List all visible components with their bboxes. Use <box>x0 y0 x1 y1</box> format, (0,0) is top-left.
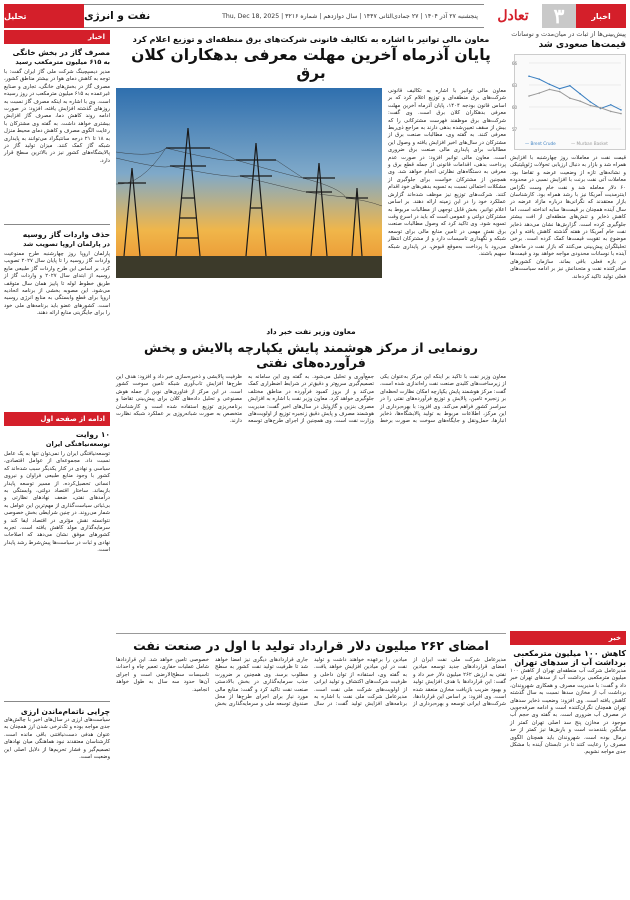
chart-point <box>559 91 561 93</box>
chart-point <box>590 101 592 103</box>
chart-point <box>528 95 530 97</box>
issue-date: پنجشنبه ۲۷ آذر ۱۴۰۴ | ۲۷ جمادی‌الثانی ۱۴۴۷ | سال دوازدهم | شماره ۳۲۱۶ | Thu, Dec 18, 2025 <box>174 4 484 28</box>
chart-point <box>610 104 612 106</box>
chart-legend-item: — Brent Crude <box>525 141 556 146</box>
chart-point <box>538 92 540 94</box>
chart-y-tick: 66 <box>511 61 517 66</box>
chart-point <box>620 109 622 111</box>
main-headline: پایان آذرماه آخرین مهلت معرفی بدهکاران کلان برق <box>131 46 491 82</box>
news-box-title: کاهش ۱۰۰ میلیون مترمکعبی برداشت آب از سدهای تهران <box>513 649 626 667</box>
currency-title: چرایی ناتمام‌ماندن ارزی <box>20 707 110 716</box>
left-column <box>4 30 110 896</box>
chart-series-line <box>529 89 621 113</box>
development-title: ۱۰ روایت <box>75 430 110 439</box>
chart-series-line <box>529 76 621 110</box>
third-story-headline: امضای ۲۶۲ میلیون دلار قرارداد تولید با اول در صنعت نفت <box>116 633 506 653</box>
divider <box>4 701 110 702</box>
currency-body: سیاست‌های ارزی در سال‌های اخیر با چالش‌های جدی مواجه بوده و تک‌نرخی شدن ارز همچنان به عنوان هدفی دست‌نیافتنی باقی مانده است. کارشناسان معتقدند نبود هماهنگی میان نهادهای تصمیم‌گیر و فشار تحریم‌ها از دلایل اصلی این وضعیت است. <box>4 717 110 761</box>
chart-point <box>620 113 622 115</box>
third-story-body: مدیرعامل شرکت ملی نفت ایران از امضای قراردادهای جدید توسعه میادین نفتی به ارزش ۲۶۲ میلیون دلار خبر داد و گفت: این قراردادها با هدف افزایش تولید و بهبود ضریب بازیافت مخازن منعقد شده است. وی افزود: بر اساس این قراردادها، شرکت‌های ایرانی توسعه و بهره‌برداری از میادین را برعهده خواهند داشت و تولید نفت در این میادین افزایش خواهد یافت. به گفته وی، استفاده از توان داخلی و ظرفیت شرکت‌های اکتشاف و تولید ایرانی از اولویت‌های شرکت ملی نفت است. مدیرعامل شرکت ملی نفت با اشاره به برنامه‌های افزایش تولید گفت: در سال جاری قراردادهای دیگری نیز امضا خواهد شد تا ظرفیت تولید نفت کشور به سطح مطلوب برسد. وی همچنین بر ضرورت جذب سرمایه‌گذاری در بخش بالادستی صنعت نفت تاکید کرد و گفت: منابع مالی مورد نیاز برای اجرای طرح‌ها از محل صندوق توسعه ملی و سرمایه‌گذاری بخش خصوصی تامین خواهد شد. این قراردادها شامل عملیات حفاری، تعمیر چاه و احداث تاسیسات سطح‌الارضی است و اجرای آن‌ها حدود سه سال به طول خواهد انجامید. <box>116 657 506 708</box>
news-label: اخبار <box>4 30 110 44</box>
chart-point <box>579 100 581 102</box>
gas-news-body: مدیر دیسپچینگ شرکت ملی گاز ایران گفت: با توجه به کاهش دمای هوا در بیشتر مناطق کشور، مصرف گاز در بخش‌های خانگی، تجاری و صنایع غیرعمده به ۶۱۵ میلیون مترمکعب در روز رسیده است. وی با اشاره به اینکه مصرف گاز نسبت به روزهای گذشته افزایش یافته، افزود: در صورت ادامه روند کاهش دما، مصرف گاز افزایش بیشتری خواهد داشت. به گفته وی مشترکان با رعایت الگوی مصرف و کاهش دمای محیط منزل به ۱۸ تا ۲۱ درجه سانتیگراد می‌توانند به پایداری شبکه گاز کمک کنند. میزان تولید گاز در پالایشگاه‌های کشور نیز در بالاترین سطح قرار دارد. <box>4 69 110 164</box>
eu-gas-title: حذف واردات گاز روسیه <box>22 230 110 239</box>
chart-point <box>538 78 540 80</box>
chart-y-tick: 60 <box>511 105 517 110</box>
chart-point <box>590 105 592 107</box>
second-story-kicker: معاون وزیر نفت خبر داد <box>266 327 356 336</box>
second-story-body: معاون وزیر نفت با تاکید بر اینکه این مرکز به‌عنوان یکی از زیرساخت‌های کلیدی صنعت نفت راه‌اندازی شده است، گفت: مرکز هوشمند پایش یکپارچه امکان نظارت لحظه‌ای بر زنجیره تامین، پالایش و توزیع فرآورده‌های نفتی را در سراسر کشور فراهم می‌کند. وی افزود: با بهره‌برداری از این مرکز، اطلاعات مربوط به تولید پالایشگاه‌ها، ذخایر انبارها، حمل‌ونقل و جایگاه‌های سوخت به صورت برخط جمع‌آوری و تحلیل می‌شود. به گفته وی این سامانه به تصمیم‌گیری سریع‌تر و دقیق‌تر در شرایط اضطراری کمک می‌کند و از بروز کمبود فرآورده در مناطق مختلف جلوگیری خواهد کرد. معاون وزیر نفت با اشاره به افزایش مصرف بنزین و گازوئیل در سال‌های اخیر گفت: مدیریت هوشمند مصرف و پایش دقیق زنجیره توزیع از اولویت‌های وزارت نفت است. وی همچنین از اجرای طرح‌های توسعه ظرفیت پالایشی و ذخیره‌سازی خبر داد و افزود: هدف این طرح‌ها افزایش تاب‌آوری شبکه تامین سوخت کشور است. در این مرکز از فناوری‌های نوین از جمله هوش مصنوعی و تحلیل داده‌های کلان برای پیش‌بینی تقاضا و برنامه‌ریزی توزیع استفاده شده است و کارشناسان متخصص به صورت شبانه‌روزی بر عملکرد شبکه نظارت دارند. <box>116 374 506 425</box>
center-column <box>116 30 506 896</box>
oil-price-chart <box>511 54 626 150</box>
analysis-body: قیمت نفت در معاملات روز چهارشنبه با افزایش همراه شد و بازار به دنبال ارزیابی تحولات ژئوپلیتیکی و نشانه‌های تازه از وضعیت عرضه و تقاضا بود. معاملات آتی نفت برنت با افزایش نسبی در محدوده ۶۰ دلار معامله شد و نفت خام وست تگزاس اینترمدیت آمریکا نیز با رشد همراه بود. کارشناسان بازار معتقدند که نگرانی‌ها درباره مازاد عرضه در سال آینده همچنان بر قیمت‌ها سایه انداخته است، اما کاهش ذخایر و تنش‌های منطقه‌ای از افت بیشتر جلوگیری کرده است. گزارش‌ها نشان می‌دهد ذخایر نفت خام آمریکا در هفته گذشته کاهش یافته و این موضوع به تقویت قیمت‌ها کمک کرده است. برخی تحلیلگران پیش‌بینی می‌کنند که بازار نفت در ماه‌های آینده با نوسانات محدودی مواجه خواهد بود و قیمت‌ها در بازه فعلی باقی بماند. سازمان کشورهای صادرکننده نفت و متحدانش نیز بر ادامه سیاست‌های فعلی تولید تاکید کرده‌اند. <box>510 155 626 280</box>
chart-point <box>569 97 571 99</box>
eu-gas-subtitle: در پارلمان اروپا تصویب شد <box>23 240 110 248</box>
masthead <box>4 4 626 28</box>
chart-point <box>579 93 581 95</box>
gas-news-title: مصرف گاز در بخش خانگی <box>12 48 110 57</box>
analysis-title: قیمت‌ها صعودی شد <box>538 40 626 50</box>
chart-point <box>549 83 551 85</box>
development-subtitle: توسعه‌نیافتگی ایران <box>45 440 110 448</box>
left-section-label: اخبار <box>576 4 626 28</box>
news-box-label: خبر <box>510 631 626 645</box>
eu-gas-body: پارلمان اروپا روز چهارشنبه طرح ممنوعیت واردات گاز روسیه را تا پایان سال ۲۰۲۷ تصویب کرد. بر اساس این طرح واردات گاز طبیعی مایع روسیه از ابتدای سال ۲۰۲۷ و واردات گاز از طریق خطوط لوله تا پاییز همان سال متوقف می‌شود. این مصوبه بخشی از برنامه اتحادیه اروپا برای قطع وابستگی به منابع انرژی روسیه است. کشورهای عضو باید برنامه‌های ملی خود را برای جایگزینی منابع ارائه دهند. <box>4 251 110 317</box>
divider <box>4 224 110 225</box>
chart-point <box>600 107 602 109</box>
power-towers-photo <box>116 88 382 278</box>
chart-point <box>569 85 571 87</box>
chart-point <box>559 88 561 90</box>
chart-y-tick: 57 <box>511 127 517 132</box>
chart-point <box>549 89 551 91</box>
main-surtitle: معاون مالی توانیر با اشاره به تکالیف قانونی شرکت‌های برق منطقه‌ای و توزیع اعلام کرد <box>132 34 490 44</box>
newspaper-logo: تعادل <box>497 8 529 24</box>
chart-point <box>528 75 530 77</box>
gas-news-subtitle: به ۶۱۵ میلیون مترمکعب رسید <box>15 58 110 66</box>
continued-label: ادامه از صفحه اول <box>4 412 110 426</box>
second-story-headline: رونمایی از مرکز هوشمند پایش یکپارچه پالایش و پخش فرآورده‌های نفتی <box>144 340 478 370</box>
chart-legend-item: — Murban Basket <box>571 141 608 146</box>
power-towers-image <box>116 88 382 278</box>
analysis-kicker: پیش‌بینی‌ها از ثبات در میان‌مدت و نوسانات <box>511 30 626 38</box>
main-story-area <box>116 88 506 323</box>
section-title: نفت و انرژی <box>84 4 174 28</box>
chart-point <box>610 111 612 113</box>
chart-y-tick: 63 <box>511 83 517 88</box>
page-number: ۳ <box>542 4 576 28</box>
main-story-body: معاون مالی توانیر با اشاره به تکالیف قانونی شرکت‌های برق منطقه‌ای و توزیع اعلام کرد که بر اساس قانون بودجه ۱۴۰۴، پایان آذرماه آخرین مهلت معرفی بدهکاران کلان برق است. وی گفت: شرکت‌های برق موظفند فهرست مشترکانی را که بیش از سقف تعیین‌شده بدهی دارند به مراجع ذی‌ربط معرفی کنند. به گفته وی، مطالبات صنعت برق از مشترکان در سال‌های اخیر افزایش یافته و وصول این مطالبات برای پایداری مالی صنعت برق ضروری است. معاون مالی توانیر افزود: در صورت عدم پرداخت بدهی، اقدامات قانونی از جمله قطع برق و معرفی به دستگاه‌های نظارتی انجام خواهد شد. وی همچنین از مشترکان خواست برای جلوگیری از مشکلات احتمالی نسبت به تسویه بدهی‌های خود اقدام کنند. شرکت‌های توزیع نیز موظف شده‌اند گزارش عملکرد خود را در این زمینه ارائه دهند. بر اساس اعلام توانیر، بخش قابل توجهی از مطالبات مربوط به مشترکان دولتی و عمومی است که باید در اسرع وقت تسویه شود. وی تاکید کرد که وصول مطالبات صنعت برق نقش مهمی در تامین منابع مالی برای توسعه شبکه و نگهداری تاسیسات دارد و از مشترکان انتظار می‌رود با پرداخت به‌موقع قبوض، در پایداری شبکه سهیم باشند. <box>388 88 506 257</box>
chart-svg <box>511 55 627 151</box>
right-column <box>510 30 626 896</box>
right-section-label: تحلیل <box>4 4 84 28</box>
development-body: توسعه‌نیافتگی ایران را نمی‌توان تنها به یک عامل نسبت داد. مجموعه‌ای از عوامل اقتصادی، سیاسی و نهادی در کنار یکدیگر سبب شده‌اند که کشور با وجود منابع طبیعی فراوان و نیروی انسانی تحصیل‌کرده، از مسیر توسعه پایدار بازبماند. ساختار اقتصاد دولتی، وابستگی به درآمدهای نفتی، ضعف نهادهای نظارتی و بی‌ثباتی سیاست‌گذاری از مهم‌ترین این عوامل به شمار می‌روند. در چنین شرایطی بخش خصوصی نتوانسته نقش مؤثری در اقتصاد ایفا کند و سرمایه‌گذاری مولد کاهش یافته است. تجربه کشورهای موفق نشان می‌دهد که اصلاحات نهادی و ثبات در سیاست‌ها پیش‌شرط رشد پایدار است. <box>4 451 110 554</box>
news-box-body: مدیرعامل شرکت آب منطقه‌ای تهران از کاهش ۱۰۰ میلیون مترمکعبی برداشت آب از سدهای تهران خبر داد و گفت: با مدیریت مصرف و همکاری شهروندان، برداشت آب از مخازن سدها نسبت به سال گذشته کاهش یافته است. وی افزود: وضعیت ذخایر سدهای تهران همچنان نگران‌کننده است و ادامه صرفه‌جویی در مصرف آب ضروری است. به گفته وی حجم آب موجود در مخازن پنج سد اصلی تهران کمتر از میانگین بلندمدت است و بارش‌ها نیز کمتر از حد نرمال بوده است. شهروندان باید همچنان الگوی مصرف را رعایت کنند تا در تابستان آینده با مشکل جدی مواجه نشویم. <box>510 668 626 756</box>
